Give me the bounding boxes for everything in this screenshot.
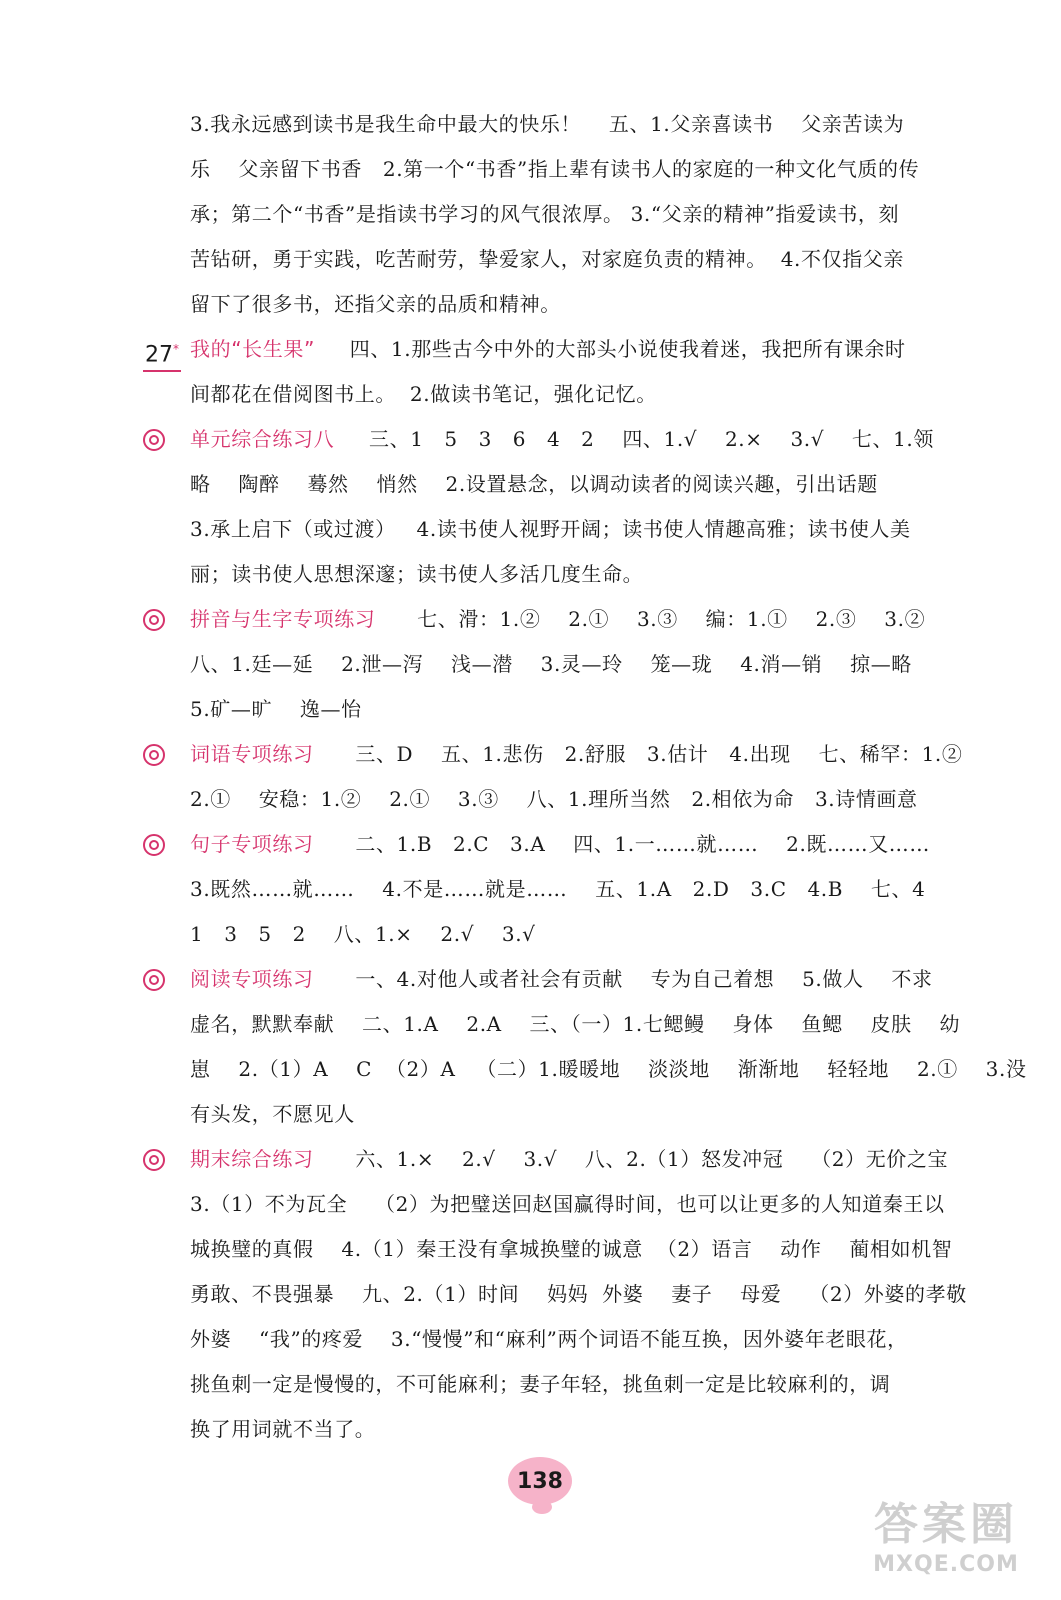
text-line-16	[190, 777, 918, 822]
answer-text: 5.矿—旷 逸—怡	[190, 697, 362, 721]
lesson-number-27: 27*	[143, 334, 181, 372]
answer-text: 虚名，默默奉献 二、1.A 2.A 三、（一）1.七鳃鳗 身体 鱼鳃 皮肤 幼	[190, 1012, 961, 1036]
text-line-30	[190, 1407, 375, 1452]
text-line-27	[190, 1272, 967, 1317]
watermark-cn: 答案圈	[874, 1499, 1018, 1550]
text-line-11	[190, 552, 643, 597]
answer-text: 承；第二个“书香”是指读书学习的风气很浓厚。 3.“父亲的精神”指爱读书，刻	[190, 202, 900, 226]
answer-text: 三、1 5 3 6 4 2 四、1.√ 2.× 3.√ 七、1.领	[334, 427, 934, 451]
bullseye-icon	[143, 744, 165, 766]
answer-text: 七、滑：1.② 2.① 3.③ 编：1.① 2.③ 3.②	[375, 607, 926, 631]
text-line-21	[190, 1002, 960, 1047]
text-line-2	[190, 147, 919, 192]
answer-text: 四、1.那些古今中外的大部头小说使我着迷，我把所有课余时	[314, 337, 906, 361]
answer-text: 六、1.× 2.√ 3.√ 八、2.（1）怒发冲冠 （2）无价之宝	[313, 1147, 949, 1171]
answer-text: 换了用词就不当了。	[190, 1417, 376, 1441]
answer-text: 3.既然……就…… 4.不是……就是…… 五、1.A 2.D 3.C 4.B 七、4	[190, 877, 926, 901]
text-line-3	[190, 192, 899, 237]
answer-text: 挑鱼刺一定是慢慢的，不可能麻利；妻子年轻，挑鱼刺一定是比较麻利的，调	[190, 1372, 891, 1396]
bullseye-icon	[143, 609, 165, 631]
text-line-5	[190, 282, 561, 327]
answer-text: 间都花在借阅图书上。 2.做读书笔记，强化记忆。	[190, 382, 657, 406]
text-line-26	[190, 1227, 952, 1272]
text-line-17	[190, 822, 930, 867]
answer-text: 丽；读书使人思想深邃；读书使人多活几度生命。	[190, 562, 644, 586]
answer-text: 勇敢、不畏强暴 九、2.（1）时间 妈妈 外婆 妻子 母爱 （2）外婆的孝敬	[190, 1282, 967, 1306]
answer-text: 乐 父亲留下书香 2.第一个“书香”指上辈有读书人的家庭的一种文化气质的传	[190, 157, 920, 181]
answer-text: 八、1.廷—延 2.泄—泻 浅—潜 3.灵—玲 笼—珑 4.消—销 掠—略	[190, 652, 912, 676]
text-line-24	[190, 1137, 948, 1182]
text-line-13	[190, 642, 912, 687]
text-line-4	[190, 237, 904, 282]
answer-text: 有头发，不愿见人	[190, 1102, 355, 1126]
page-number-badge	[508, 1457, 572, 1505]
answer-text: 二、1.B 2.C 3.A 四、1.一……就…… 2.既……又……	[313, 832, 931, 856]
answer-text: 1 3 5 2 八、1.× 2.√ 3.√	[190, 922, 536, 946]
bullseye-icon	[143, 834, 165, 856]
text-line-14	[190, 687, 362, 732]
text-line-25	[190, 1182, 945, 1227]
text-line-20	[190, 957, 933, 1002]
bullseye-icon	[143, 429, 165, 451]
section-heading: 单元综合练习八	[190, 427, 335, 451]
text-line-6	[190, 327, 906, 372]
answer-text: 苦钻研，勇于实践，吃苦耐劳，挚爱家人，对家庭负责的精神。 4.不仅指父亲	[190, 247, 904, 271]
answer-text: 外婆 “我”的疼爱 3.“慢慢”和“麻利”两个词语不能互换，因外婆年老眼花，	[190, 1327, 908, 1351]
bullseye-icon	[143, 969, 165, 991]
answer-text: 城换璧的真假 4.（1）秦王没有拿城换璧的诚意 （2）语言 动作 蔺相如机智	[190, 1237, 953, 1261]
section-heading: 拼音与生字专项练习	[190, 607, 376, 631]
section-heading: 句子专项练习	[190, 832, 314, 856]
text-line-1	[190, 102, 904, 147]
answer-text: 一、4.对他人或者社会有贡献 专为自己着想 5.做人 不求	[313, 967, 933, 991]
answer-text: 三、D 五、1.悲伤 2.舒服 3.估计 4.出现 七、稀罕：1.②	[313, 742, 963, 766]
page-badge-tail	[532, 1500, 552, 1514]
answer-text: 3.承上启下（或过渡） 4.读书使人视野开阔；读书使人情趣高雅；读书使人美	[190, 517, 911, 541]
text-line-8	[190, 417, 934, 462]
answer-text: 3.我永远感到读书是我生命中最大的快乐！ 五、1.父亲喜读书 父亲苦读为	[190, 112, 905, 136]
watermark-en: MXQE.COM	[873, 1552, 1019, 1577]
text-line-19	[190, 912, 536, 957]
answer-text: 3.（1）不为瓦全 （2）为把璧送回赵国赢得时间，也可以让更多的人知道秦王以	[190, 1192, 945, 1216]
text-line-29	[190, 1362, 890, 1407]
section-heading: 期末综合练习	[190, 1147, 314, 1171]
answer-text: 2.① 安稳：1.② 2.① 3.③ 八、1.理所当然 2.相依为命 3.诗情画意	[190, 787, 918, 811]
answer-text: 略 陶醉 蓦然 悄然 2.设置悬念，以调动读者的阅读兴趣，引出话题	[190, 472, 878, 496]
section-heading: 阅读专项练习	[190, 967, 314, 991]
section-heading: 我的“长生果”	[190, 337, 315, 361]
answer-text: 留下了很多书，还指父亲的品质和精神。	[190, 292, 561, 316]
text-line-15	[190, 732, 962, 777]
text-line-23	[190, 1092, 355, 1137]
text-line-18	[190, 867, 925, 912]
text-line-10	[190, 507, 911, 552]
section-heading: 词语专项练习	[190, 742, 314, 766]
answer-text: 崽 2.（1）A C （2）A （二）1.暖暖地 淡淡地 渐渐地 轻轻地 2.① 3.没	[190, 1057, 1027, 1081]
text-line-22	[190, 1047, 1027, 1092]
page-number: 138	[517, 1468, 563, 1494]
text-line-28	[190, 1317, 908, 1362]
text-line-7	[190, 372, 657, 417]
text-line-9	[190, 462, 878, 507]
bullseye-icon	[143, 1149, 165, 1171]
text-line-12	[190, 597, 925, 642]
watermark-logo	[861, 1498, 1031, 1588]
